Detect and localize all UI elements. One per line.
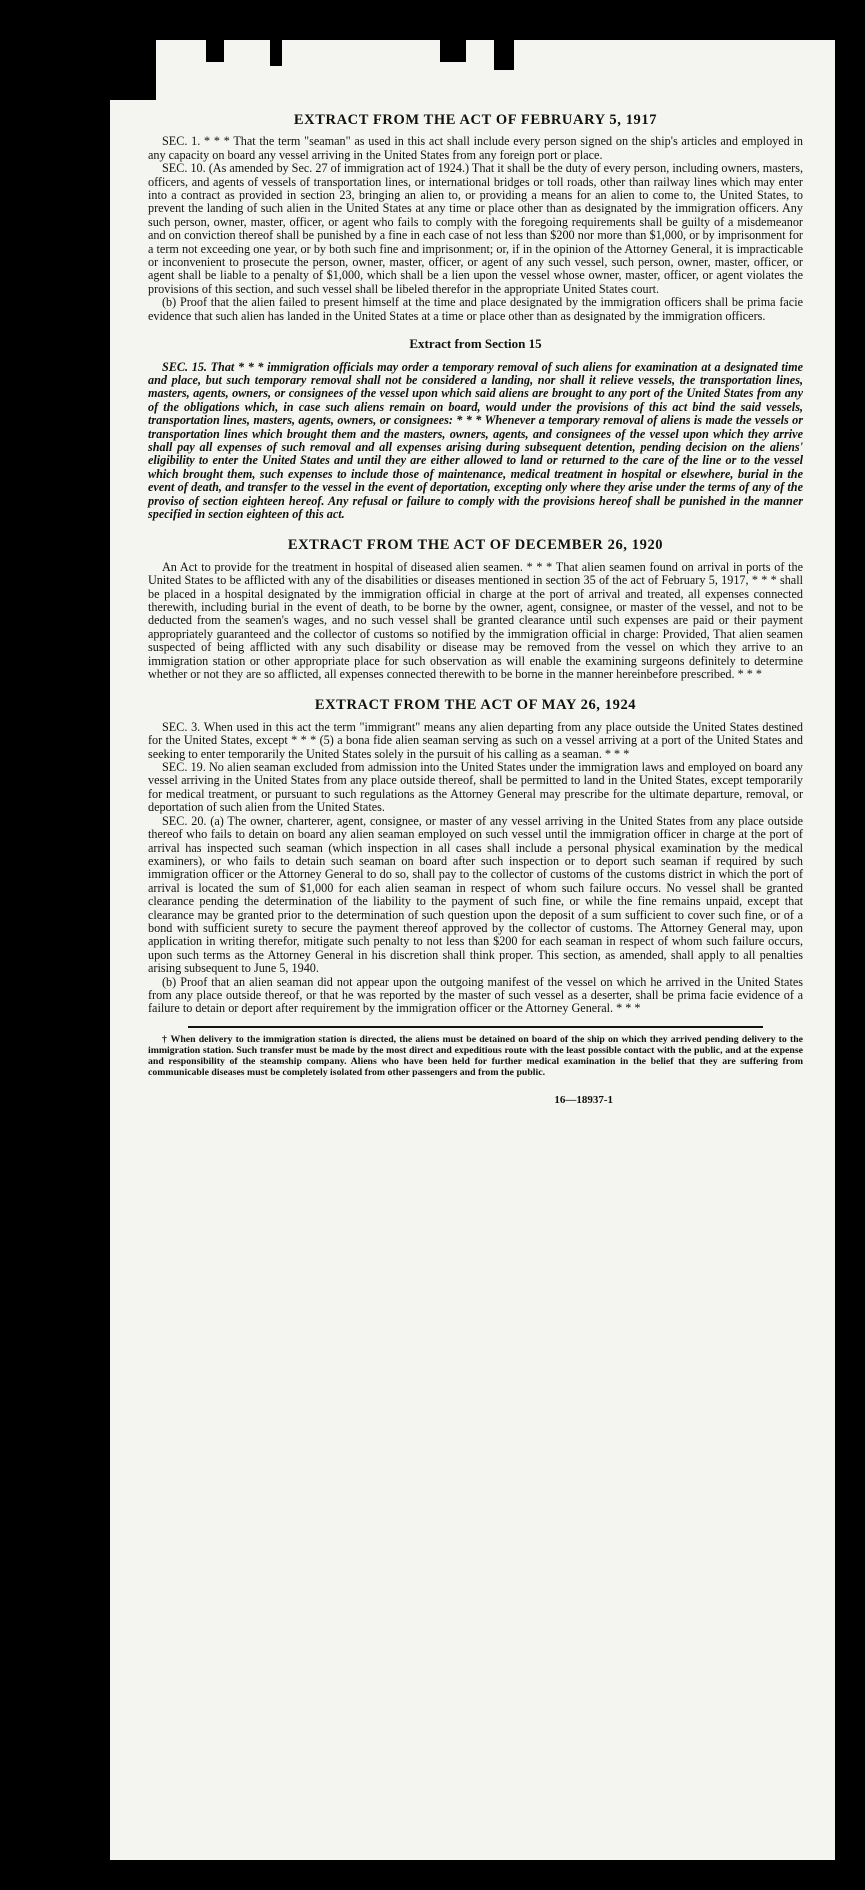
heading-act-1920: EXTRACT FROM THE ACT OF DECEMBER 26, 1920: [287, 537, 664, 554]
footnote-divider: [188, 1026, 763, 1028]
heading-act-1917: EXTRACT FROM THE ACT OF FEBRUARY 5, 1917: [293, 112, 658, 128]
paragraph-1924-sec20: SEC. 20. (a) The owner, charterer, agent, consignee, or master of any vessel arriving in the United States from any place outside thereof who fails to detain on board any alien seaman employed on such vessel until the immigration officer in charge at the port of arrival has inspected such seaman (which inspection in all cases shall include a personal physical examination by the medical examiners), or who fails to detain such seaman on board after such inspection or to deport such seaman if required by such immigration officer or the Attorney General to do so, shall pay to the collector of customs of the customs district in which the port of arrival is located the sum of $1,000 for each alien seaman in respect of whom such failure occurs. No vessel shall be granted clearance pending the determination of the liability to the payment of such fine, or while the fine remains unpaid, except that clearance may be granted prior to the determination of such question upon the deposit of a sum sufficient to cover such fine, or of a bond with sufficient surety to secure the payment thereof approved by the collector of customs. The Attorney General may, upon application in writing therefor, mitigate such penalty to not less than $200 for each seaman in respect of whom such failure occurs, upon such terms as the Attorney General in his discretion shall think proper. This section, as amended, shall apply to all penalties arising subsequent to June 5, 1940.: [148, 813, 803, 976]
paragraph-section-15: SEC. 15. That * * * immigration officials may order a temporary removal of such aliens for examination at a designated time and place, but such temporary removal shall not be considered a landing, nor shall it relieve vessels, the transportation lines, masters, agents, owners, or consignees of the vessel upon which said aliens are brought to any port of the United States from any of the obligations which, in case such aliens remain on board, would under the provisions of this act bind the said vessels, transportation lines, masters, agents, owners, or consignees: * * * Whenever a temporary removal of aliens is made the vessels or transportation lines which brought them and the masters, owners, agents, and consignees of the vessel upon which they arrive shall pay all expenses of such removal and all expenses arising during subsequent detention, pending decision on the aliens' eligibility to enter the United States and until they are either allowed to land or returned to the care of the line or to the vessel which brought them, such expenses to include those of maintenance, medical treatment in hospital or elsewhere, burial in the event of death, and transfer to the vessel in the event of deportation, excepting only where they arise under the terms of any of the proviso of section eighteen hereof. Any refusal or failure to comply with the provisions hereof shall be punished in the manner specified in section eighteen of this act.: [148, 359, 803, 521]
paragraph-1924-sec19: SEC. 19. No alien seaman excluded from admission into the United States under the immigration laws and employed on board any vessel arriving in the United States from any place outside thereof, shall be permitted to land in the United States, except temporarily for medical treatment, or pursuant to such regulations as the Attorney General may prescribe for the ultimate departure, removal, or deportation of such alien from the United States.: [148, 760, 803, 815]
heading-act-1924: EXTRACT FROM THE ACT OF MAY 26, 1924: [314, 697, 637, 714]
paragraph-1920: An Act to provide for the treatment in hospital of diseased alien seamen. * * * That alien seamen found on arrival in ports of the United States to be afflicted with any of the disabilities or diseases mentioned in section 35 of the act of February 5, 1917, * * * shall be placed in a hospital designated by the immigration official in charge at the port of arrival and treated, all expenses connected therewith, including burial in the event of death, to be borne by the owner, agent, consignee, or master of the vessel, and not to be deducted from the seamen's wages, and no such vessel shall be granted clearance until such expenses are paid or their payment appropriately guaranteed and the collector of customs so notified by the immigration official in charge: Provided, That alien seamen suspected of being afflicted with any such disability or disease may be removed from the vessel on which they arrive to an immigration station or other appropriate place for such observation as will enable the examining surgeons definitely to determine whether or not they are so afflicted, all expenses connected therewith to be borne in the manner hereinbefore prescribed. * * *: [148, 559, 803, 682]
page-tear: [206, 40, 224, 62]
paragraph-1924-b: (b) Proof that an alien seaman did not appear upon the outgoing manifest of the vessel on which he arrived in the United States from any place outside thereof, or that he was reported by the master of such vessel as a deserter, shall be prima facie evidence of a failure to detain or deport after requirement by the immigration officer or the Attorney General. * * *: [148, 974, 803, 1016]
page-tear: [440, 40, 466, 62]
paragraph-1924-sec3: SEC. 3. When used in this act the term "immigrant" means any alien departing from any place outside the United States destined for the United States, except * * * (5) a bona fide alien seaman serving as such on a vessel arriving at a port of the United States and seeking to enter temporarily the United States solely in the pursuit of his calling as a seaman. * * *: [148, 719, 803, 761]
paragraph-1917-sec10: SEC. 10. (As amended by Sec. 27 of immigration act of 1924.) That it shall be the duty of every person, including owners, masters, officers, and agents of vessels of transportation lines, or international bridges or toll roads, other than railway lines which may enter into a contract as provided in section 23, bringing an alien to, or providing a means for an alien to come to, the United States, to prevent the landing of such alien in the United States at any time or place other than as designated by the immigration officers. Any such person, owner, master, officer, or agent who fails to comply with the foregoing requirements shall be guilty of a misdemeanor and on conviction thereof shall be punished by a fine in each case of not less than $200 nor more than $1,000, or by imprisonment for a term not exceeding one year, or by both such fine and imprisonment; or, if in the opinion of the Attorney General, it is impracticable or inconvenient to prosecute the person, owner, master, officer, or agent of any such vessel, such person, owner, master, officer, or agent shall be liable to a penalty of $1,000, which shall be a lien upon the vessel whose owner, master, officer, or agent violates the provisions of this section, and such vessel shall be libeled therefor in the appropriate United States court.: [148, 161, 803, 296]
footnote: † When delivery to the immigration station is directed, the aliens must be detained on board of the ship on which they arrived pending delivery to the immigration station. Such transfer must be made by the most direct and expeditious route with the least possible contact with the public, and at the expense and responsibility of the steamship company. Aliens who have been held for further medical examination in the belief that they are suffering from communicable diseases must be completely isolated from other passengers and from the public.: [148, 1033, 803, 1078]
form-number: 16—18937-1: [554, 1093, 613, 1106]
paragraph-1917-sec1: SEC. 1. * * * That the term "seaman" as used in this act shall include every person signed on the ship's articles and employed in any capacity on board any vessel arriving in the United States from any foreign port or place.: [148, 134, 803, 162]
heading-section-15: Extract from Section 15: [409, 336, 542, 352]
document-page: [110, 40, 835, 1860]
page-tear: [110, 40, 156, 100]
page-tear: [494, 40, 514, 70]
paragraph-1917-b: (b) Proof that the alien failed to present himself at the time and place designated by the immigration officers shall be prima facie evidence that such alien has landed in the United States at a time or place other than as designated by the immigration officers.: [148, 295, 803, 323]
page-tear: [270, 40, 282, 66]
